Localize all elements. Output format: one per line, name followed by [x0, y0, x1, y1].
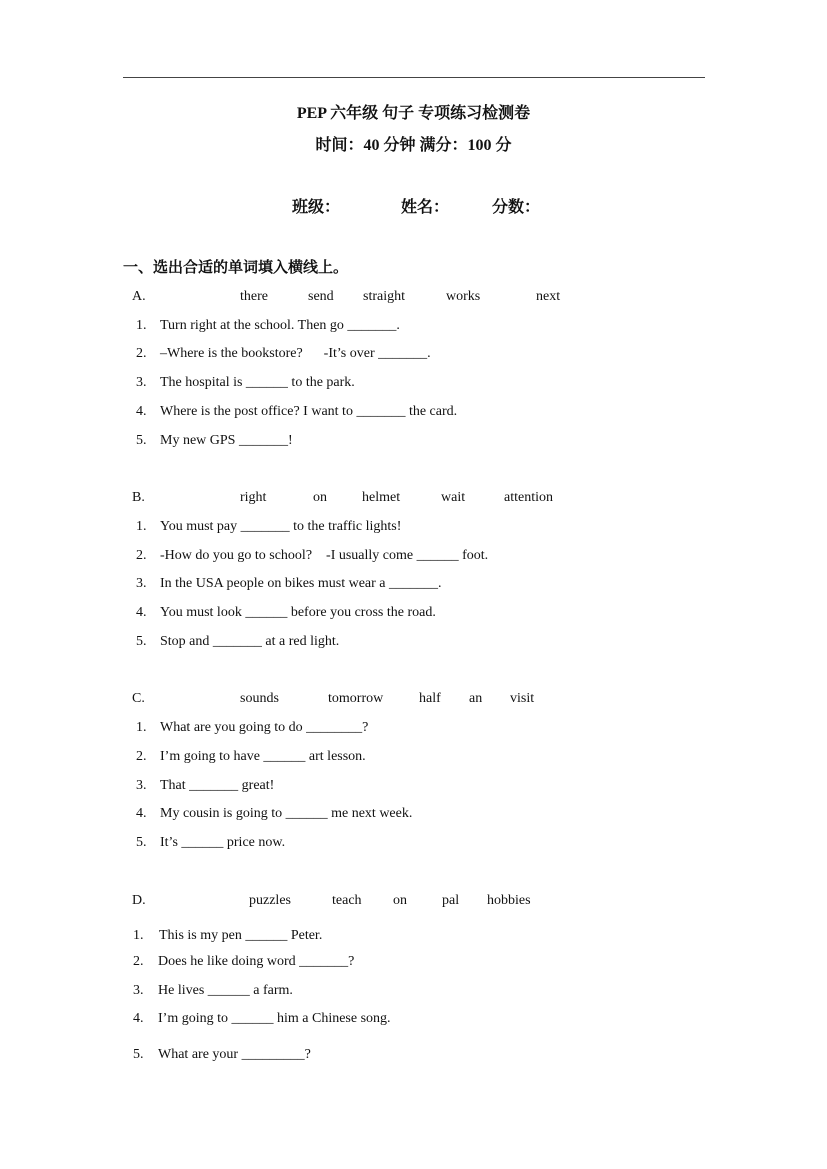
item-number: 1. [136, 720, 147, 735]
item-number: 2. [136, 548, 147, 563]
word-option: hobbies [487, 893, 531, 908]
word-option: right [240, 490, 267, 505]
group-letter-d: D. [132, 893, 146, 908]
word-option: on [313, 490, 327, 505]
word-option: tomorrow [328, 691, 384, 706]
item-number: 5. [136, 634, 147, 649]
question-item: You must pay _______ to the traffic lights! [160, 519, 402, 534]
question-item: You must look ______ before you cross the road. [160, 605, 436, 620]
word-option: wait [441, 490, 466, 505]
item-number: 2. [136, 346, 147, 361]
page-subtitle: 时间：40 分钟 满分：100 分 [315, 137, 512, 154]
item-number: 3. [133, 983, 144, 998]
question-item: Stop and _______ at a red light. [160, 634, 340, 649]
page-title: PEP 六年级 句子 专项练习检测卷 [296, 105, 531, 122]
question-item: I’m going to ______ him a Chinese song. [158, 1011, 391, 1026]
top-rule [123, 77, 705, 78]
item-number: 4. [136, 404, 147, 419]
group-letter-c: C. [132, 691, 145, 706]
word-option: helmet [362, 490, 401, 505]
word-option: straight [363, 289, 405, 304]
word-option: sounds [240, 691, 279, 706]
word-option: attention [504, 490, 553, 505]
group-letter-a: A. [132, 289, 146, 304]
item-number: 3. [136, 375, 147, 390]
item-number: 1. [136, 318, 147, 333]
item-number: 1. [133, 928, 144, 943]
class-label: 班级： [292, 199, 341, 216]
item-number: 4. [136, 806, 147, 821]
question-item: –Where is the bookstore? -It’s over _______. [160, 346, 431, 361]
item-number: 3. [136, 778, 147, 793]
question-item: What are your _________? [158, 1047, 311, 1062]
word-option: half [419, 691, 441, 706]
question-item: It’s ______ price now. [160, 835, 286, 850]
group-letter-b: B. [132, 490, 145, 505]
word-option: on [393, 893, 407, 908]
score-label: 分数： [492, 199, 541, 216]
question-item: What are you going to do ________? [160, 720, 369, 735]
word-option: send [308, 289, 334, 304]
word-option: there [240, 289, 268, 304]
word-option: visit [510, 691, 535, 706]
word-option: teach [332, 893, 362, 908]
question-item: -How do you go to school? -I usually come ______ foot. [160, 548, 489, 563]
question-item: I’m going to have ______ art lesson. [160, 749, 366, 764]
word-option: next [536, 289, 561, 304]
question-item: This is my pen ______ Peter. [159, 928, 323, 943]
name-label: 姓名： [401, 199, 450, 216]
question-item: My cousin is going to ______ me next week. [160, 806, 413, 821]
question-item: Does he like doing word _______? [158, 954, 355, 969]
word-option: pal [442, 893, 460, 908]
question-item: My new GPS _______! [160, 433, 293, 448]
word-option: puzzles [249, 893, 291, 908]
question-item: The hospital is ______ to the park. [160, 375, 355, 390]
question-item: He lives ______ a farm. [158, 983, 293, 998]
item-number: 5. [136, 835, 147, 850]
section-heading: 一、选出合适的单词填入横线上。 [123, 260, 349, 276]
item-number: 1. [136, 519, 147, 534]
question-item: In the USA people on bikes must wear a _______. [160, 576, 442, 591]
word-option: works [446, 289, 481, 304]
word-option: an [469, 691, 483, 706]
question-item: Where is the post office? I want to _______ the card. [160, 404, 458, 419]
item-number: 2. [136, 749, 147, 764]
item-number: 4. [136, 605, 147, 620]
item-number: 5. [133, 1047, 144, 1062]
item-number: 3. [136, 576, 147, 591]
question-item: That _______ great! [160, 778, 275, 793]
item-number: 5. [136, 433, 147, 448]
item-number: 2. [133, 954, 144, 969]
question-item: Turn right at the school. Then go _______. [160, 318, 400, 333]
item-number: 4. [133, 1011, 144, 1026]
